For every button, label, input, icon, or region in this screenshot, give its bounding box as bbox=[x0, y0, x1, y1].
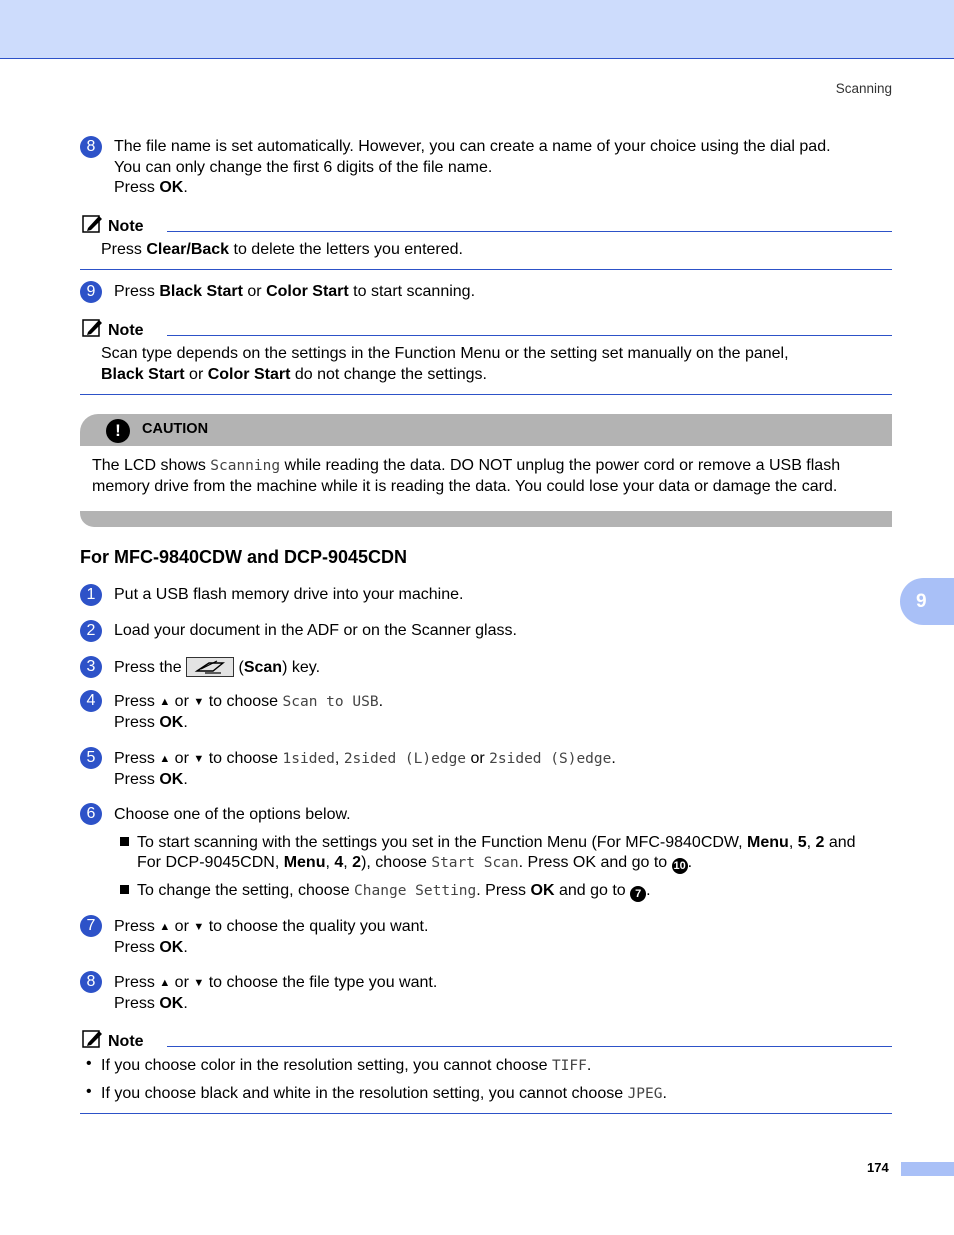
square-bullet-icon bbox=[120, 885, 129, 894]
text-segment: Press the bbox=[114, 659, 182, 676]
text-segment: or bbox=[242, 283, 267, 300]
ok-key-label: OK bbox=[159, 713, 184, 731]
text-segment: . bbox=[183, 938, 188, 956]
key-label: Menu bbox=[283, 854, 326, 871]
note-text bbox=[101, 343, 789, 385]
ok-key-label: OK bbox=[159, 938, 184, 956]
up-arrow-icon: ▲ bbox=[159, 977, 171, 989]
scan-key-icon bbox=[186, 657, 234, 677]
caution-footer-bar bbox=[80, 511, 892, 527]
note-end-rule bbox=[80, 394, 892, 395]
text-segment: , bbox=[325, 854, 335, 871]
key-label: Color Start bbox=[207, 366, 291, 383]
key-label: 5 bbox=[797, 834, 807, 851]
down-arrow-icon: ▼ bbox=[193, 921, 205, 933]
text-segment: or bbox=[466, 750, 490, 767]
step-number-icon: 8 bbox=[80, 136, 102, 158]
lcd-text: Scan to USB bbox=[282, 694, 379, 710]
text-segment: Press bbox=[114, 770, 160, 788]
lcd-text: Start Scan bbox=[431, 855, 519, 871]
text-segment: or bbox=[170, 693, 194, 710]
note-label: Note bbox=[108, 322, 144, 339]
text-segment: If you choose color in the resolution setting, you cannot choose bbox=[101, 1057, 552, 1074]
text-segment: To start scanning with the settings you set in the Function Menu (For MFC-9840CDW, bbox=[137, 834, 748, 851]
text-line: memory drive from the machine while it is reading the data. You could lose your data or damage the card. bbox=[92, 477, 838, 495]
text-line: Scan type depends on the settings in the Function Menu or the setting set manually on the panel, bbox=[101, 345, 789, 362]
text-segment: . bbox=[183, 713, 188, 731]
text-line: You can only change the first 6 digits of the file name. bbox=[114, 158, 493, 176]
text-segment: . bbox=[687, 854, 693, 871]
lcd-text: 2sided (L)edge bbox=[343, 751, 467, 767]
note-list-item bbox=[101, 1083, 667, 1105]
lcd-text: 2sided (S)edge bbox=[489, 751, 612, 767]
up-arrow-icon: ▲ bbox=[159, 921, 171, 933]
key-label: Scan bbox=[243, 659, 283, 676]
key-label: Black Start bbox=[159, 283, 243, 300]
text-line: The file name is set automatically. However, you can create a name of your choice using the dial pad. bbox=[114, 138, 831, 155]
bullet-dot: • bbox=[86, 1083, 92, 1100]
step-text bbox=[114, 657, 320, 679]
key-label: Menu bbox=[747, 834, 789, 851]
top-header-band bbox=[0, 0, 954, 59]
step-number-icon: 3 bbox=[80, 656, 102, 678]
key-label: 2 bbox=[815, 834, 825, 851]
up-arrow-icon: ▲ bbox=[159, 753, 171, 765]
text-segment: , bbox=[334, 750, 344, 767]
up-arrow-icon: ▲ bbox=[159, 696, 171, 708]
text-segment: to choose the quality you want. bbox=[204, 918, 429, 935]
text-segment: to choose the file type you want. bbox=[204, 974, 438, 991]
text-segment: Press bbox=[101, 241, 147, 258]
text-segment: Press bbox=[114, 693, 160, 710]
text-segment: , bbox=[343, 854, 353, 871]
text-segment: while reading the data. DO NOT unplug the power cord or remove a USB flash bbox=[280, 457, 841, 474]
text-segment: to start scanning. bbox=[348, 283, 476, 300]
text-segment: Press bbox=[114, 750, 160, 767]
step-text: Put a USB flash memory drive into your machine. bbox=[114, 586, 464, 603]
key-label: Color Start bbox=[266, 283, 349, 300]
text-segment: to choose bbox=[204, 750, 283, 767]
option-bullet bbox=[120, 881, 651, 902]
lcd-text: Change Setting bbox=[354, 883, 477, 899]
text-segment: . bbox=[611, 750, 616, 767]
note-label: Note bbox=[108, 218, 144, 235]
down-arrow-icon: ▼ bbox=[193, 753, 205, 765]
text-segment: Press bbox=[114, 713, 160, 731]
text-segment: , bbox=[806, 834, 816, 851]
step-number-icon: 6 bbox=[80, 803, 102, 825]
lcd-text: JPEG bbox=[627, 1086, 663, 1102]
caution-label: CAUTION bbox=[142, 421, 209, 437]
step-number-icon: 8 bbox=[80, 971, 102, 993]
text-segment: Press bbox=[114, 918, 160, 935]
text-segment: Press bbox=[114, 179, 160, 196]
text-segment: or bbox=[184, 366, 208, 383]
key-label: Black Start bbox=[101, 366, 185, 383]
text-segment: Press bbox=[114, 974, 160, 991]
text-segment: do not change the settings. bbox=[290, 366, 487, 383]
text-segment: and go to bbox=[554, 882, 631, 899]
step-number-icon: 4 bbox=[80, 690, 102, 712]
text-segment: . bbox=[662, 1085, 667, 1102]
text-segment: . bbox=[183, 994, 188, 1012]
text-segment: The LCD shows bbox=[92, 457, 211, 474]
text-segment: ( bbox=[234, 659, 244, 676]
note-end-rule bbox=[80, 1113, 892, 1114]
step-text bbox=[114, 749, 616, 790]
step-number-icon: 9 bbox=[80, 281, 102, 303]
text-segment: . bbox=[586, 1057, 592, 1074]
step-number-icon: 5 bbox=[80, 747, 102, 769]
step-text: Choose one of the options below. bbox=[114, 806, 351, 823]
note-pencil-icon bbox=[82, 1029, 104, 1049]
text-segment: . Press OK and go to bbox=[518, 854, 672, 871]
text-segment: to choose bbox=[204, 693, 283, 710]
key-label: Clear/Back bbox=[146, 241, 230, 258]
key-label: 2 bbox=[352, 854, 362, 871]
step-text bbox=[114, 282, 475, 303]
step-reference-icon: 7 bbox=[630, 886, 646, 902]
step-number-icon: 1 bbox=[80, 584, 102, 606]
ok-key-label: OK bbox=[530, 882, 555, 899]
bullet-dot: • bbox=[86, 1055, 92, 1072]
step-text: Load your document in the ADF or on the Scanner glass. bbox=[114, 622, 517, 639]
down-arrow-icon: ▼ bbox=[193, 977, 205, 989]
exclamation-icon: ! bbox=[106, 419, 130, 443]
text-segment: To change the setting, choose bbox=[137, 882, 355, 899]
text-segment: . bbox=[183, 179, 188, 196]
lcd-text: TIFF bbox=[551, 1058, 587, 1074]
text-segment: to delete the letters you entered. bbox=[229, 241, 463, 258]
lcd-text: Scanning bbox=[210, 458, 281, 474]
ok-key-label: OK bbox=[159, 994, 184, 1012]
text-segment: . bbox=[646, 882, 651, 899]
lcd-text: 1sided bbox=[282, 751, 335, 767]
section-title: For MFC-9840CDW and DCP-9045CDN bbox=[80, 547, 408, 567]
note-end-rule bbox=[80, 269, 892, 270]
note-text bbox=[101, 239, 463, 260]
step-text bbox=[114, 973, 437, 1014]
note-divider bbox=[167, 1046, 892, 1047]
step-number-icon: 7 bbox=[80, 915, 102, 937]
caution-text bbox=[92, 456, 840, 497]
note-heading bbox=[82, 318, 144, 340]
text-segment: , bbox=[788, 834, 798, 851]
note-divider bbox=[167, 231, 892, 232]
text-segment: If you choose black and white in the resolution setting, you cannot choose bbox=[101, 1085, 628, 1102]
page-number: 174 bbox=[867, 1160, 889, 1175]
step-text bbox=[114, 917, 428, 958]
ok-key-label: OK bbox=[159, 179, 184, 196]
note-list-item bbox=[101, 1055, 591, 1077]
option-bullet bbox=[120, 833, 856, 874]
text-segment: . bbox=[183, 770, 188, 788]
key-label: 4 bbox=[334, 854, 344, 871]
step-number-icon: 2 bbox=[80, 620, 102, 642]
step-text bbox=[114, 137, 831, 199]
text-segment: Press bbox=[114, 938, 160, 956]
note-divider bbox=[167, 335, 892, 336]
note-heading bbox=[82, 214, 144, 236]
note-pencil-icon bbox=[82, 318, 104, 338]
running-header: Scanning bbox=[835, 81, 892, 96]
step-reference-icon: 10 bbox=[673, 860, 686, 872]
text-segment: ) key. bbox=[282, 659, 321, 676]
text-segment: Press bbox=[114, 283, 160, 300]
down-arrow-icon: ▼ bbox=[193, 696, 205, 708]
ok-key-label: OK bbox=[159, 770, 184, 788]
square-bullet-icon bbox=[120, 837, 129, 846]
page-tab-marker bbox=[901, 1162, 954, 1176]
text-segment: or bbox=[170, 974, 194, 991]
text-segment: or bbox=[170, 750, 194, 767]
text-segment: and bbox=[824, 834, 856, 851]
text-segment: . Press bbox=[476, 882, 531, 899]
text-segment: Press bbox=[114, 994, 160, 1012]
text-segment: For DCP-9045CDN, bbox=[137, 854, 284, 871]
chapter-tab: 9 bbox=[900, 578, 954, 625]
note-heading bbox=[82, 1029, 144, 1051]
text-segment: or bbox=[170, 918, 194, 935]
text-segment: ), choose bbox=[361, 854, 432, 871]
step-text bbox=[114, 692, 383, 733]
note-pencil-icon bbox=[82, 214, 104, 234]
text-segment: . bbox=[378, 693, 384, 710]
note-label: Note bbox=[108, 1033, 144, 1050]
